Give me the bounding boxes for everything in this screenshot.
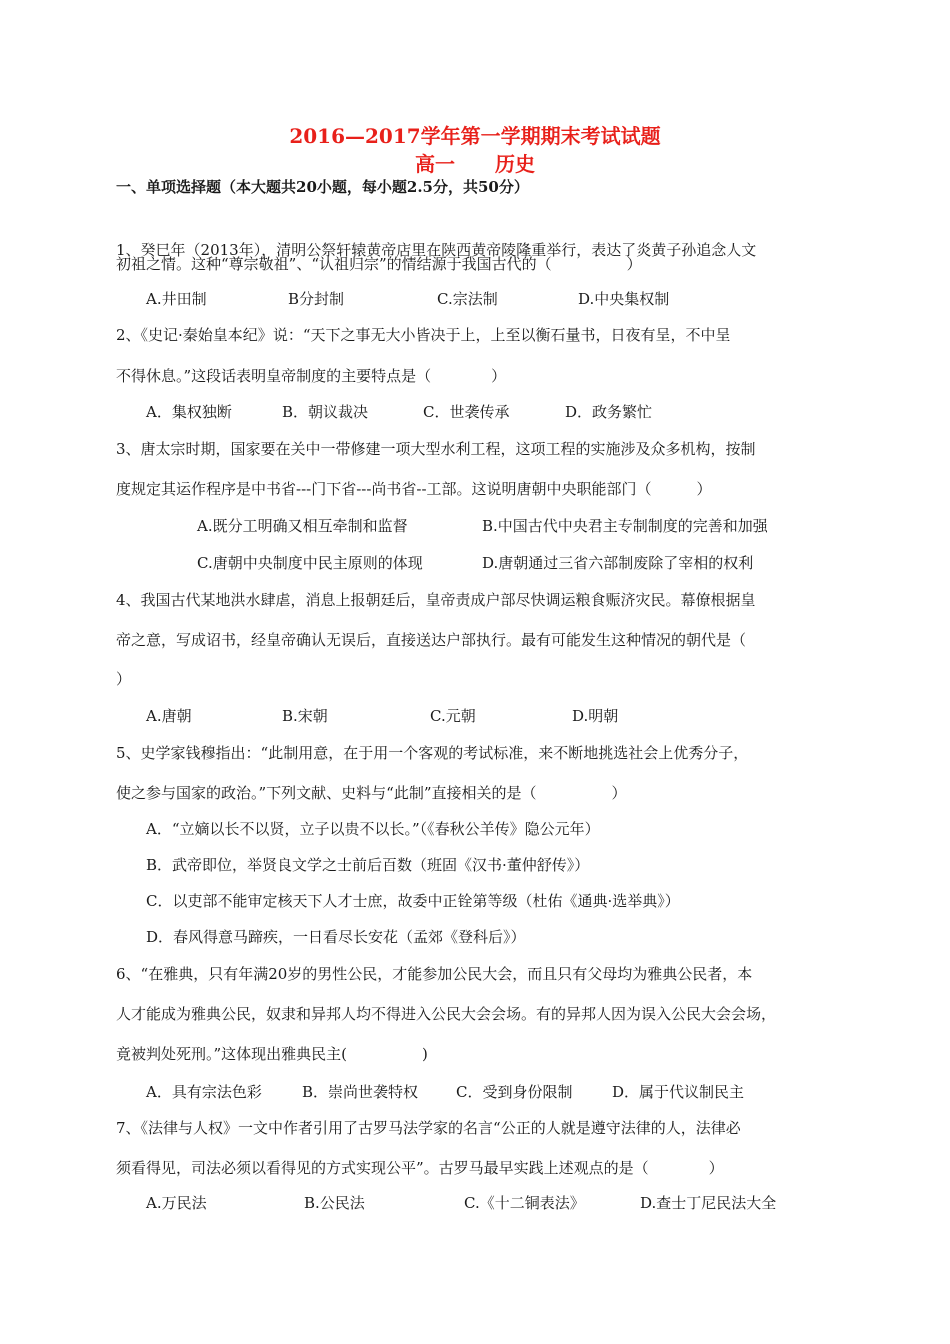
question-6-option-b: B．崇尚世袭特权 <box>302 1083 419 1101</box>
question-6-option-d: D．属于代议制民主 <box>612 1083 745 1101</box>
exam-title: 2016—2017学年第一学期期末考试试题 <box>289 124 661 148</box>
question-5-option-b: B．武帝即位，举贤良文学之士前后百数（班固《汉书·董仲舒传》） <box>146 856 590 874</box>
question-1-option-c: C.宗法制 <box>437 290 498 308</box>
question-6-line-2: 人才能成为雅典公民，奴隶和异邦人均不得进入公民大会会场。有的异邦人因为误入公民大会会场， <box>116 1005 777 1023</box>
question-1-line-2: 初祖之情。这种“尊宗敬祖”、“认祖归宗”的情结源于我国古代的（ ） <box>116 255 642 273</box>
question-5-option-a: A．“立嫡以长不以贤，立子以贵不以长。”（《春秋公羊传》隐公元年） <box>146 820 600 838</box>
question-3-line-1: 3、唐太宗时期，国家要在关中一带修建一项大型水利工程，这项工程的实施涉及众多机构，按制 <box>116 440 756 458</box>
section-heading: 一、单项选择题（本大题共20小题，每小题2.5分，共50分） <box>116 178 529 196</box>
question-3-option-b: B.中国古代中央君主专制制度的完善和加强 <box>482 517 768 535</box>
question-2-option-b: B．朝议裁决 <box>282 403 369 421</box>
question-7-option-b: B.公民法 <box>304 1194 365 1212</box>
question-6-line-3: 竟被判处死刑。”这体现出雅典民主( ) <box>116 1045 428 1063</box>
question-1-option-d: D.中央集权制 <box>578 290 670 308</box>
grade-label: 高一 <box>415 152 455 176</box>
question-3-option-d: D.唐朝通过三省六部制废除了宰相的权利 <box>482 554 754 572</box>
question-3-option-a: A.既分工明确又相互牵制和监督 <box>197 517 408 535</box>
question-2-option-d: D．政务繁忙 <box>565 403 653 421</box>
question-7-line-1: 7、《法律与人权》一文中作者引用了古罗马法学家的名言“公正的人就是遵守法律的人，法律必 <box>116 1119 741 1137</box>
question-7-option-c: C.《十二铜表法》 <box>464 1194 585 1212</box>
subject-label: 历史 <box>495 152 535 176</box>
question-3-option-c: C.唐朝中央制度中民主原则的体现 <box>197 554 423 572</box>
question-5-line-2: 使之参与国家的政治。”下列文献、史料与“此制”直接相关的是（ ） <box>116 784 627 802</box>
question-2-option-c: C．世袭传承 <box>423 403 510 421</box>
question-5-option-d: D．春风得意马蹄疾，一日看尽长安花（孟郊《登科后》） <box>146 928 526 946</box>
question-4-option-c: C.元朝 <box>430 707 476 725</box>
question-6-option-c: C．受到身份限制 <box>456 1083 573 1101</box>
question-4-line-1: 4、我国古代某地洪水肆虐，消息上报朝廷后，皇帝责成户部尽快调运粮食赈济灾民。幕僚根据皇 <box>116 591 756 609</box>
question-2-option-a: A．集权独断 <box>146 403 232 421</box>
question-7-option-d: D.查士丁尼民法大全 <box>640 1194 777 1212</box>
question-3-line-2: 度规定其运作程序是中书省---门下省---尚书省--工部。这说明唐朝中央职能部门（ ） <box>116 480 712 498</box>
question-4-line-3: ） <box>116 670 132 688</box>
question-4-option-a: A.唐朝 <box>146 707 192 725</box>
question-5-option-c: C．以吏部不能审定核天下人才士庶，故委中正铨第等级（杜佑《通典·选举典》） <box>146 892 680 910</box>
question-6-option-a: A．具有宗法色彩 <box>146 1083 262 1101</box>
question-7-option-a: A.万民法 <box>146 1194 207 1212</box>
question-1-line-1: 1、癸巳年（2013年），清明公祭轩辕黄帝店里在陕西黄帝陵隆重举行，表达了炎黄子孙追念人文 <box>116 241 757 259</box>
question-6-line-1: 6、“在雅典，只有年满20岁的男性公民，才能参加公民大会，而且只有父母均为雅典公民者，本 <box>116 965 753 983</box>
question-7-line-2: 须看得见，司法必须以看得见的方式实现公平”。古罗马最早实践上述观点的是（ ） <box>116 1159 724 1177</box>
exam-subtitle <box>0 152 950 176</box>
question-4-option-d: D.明朝 <box>572 707 619 725</box>
question-2-line-1: 2、《史记·秦始皇本纪》说：“天下之事无大小皆决于上，上至以衡石量书，日夜有呈，不中呈 <box>116 326 731 344</box>
question-5-line-1: 5、史学家钱穆指出：“此制用意，在于用一个客观的考试标准，来不断地挑选社会上优秀分子， <box>116 744 749 762</box>
question-1-option-a: A.井田制 <box>146 290 207 308</box>
question-2-line-2: 不得休息。”这段话表明皇帝制度的主要特点是（ ） <box>116 367 507 385</box>
question-1-option-b: B分封制 <box>288 290 345 308</box>
question-4-option-b: B.宋朝 <box>282 707 328 725</box>
question-4-line-2: 帝之意，写成诏书，经皇帝确认无误后，直接送达户部执行。最有可能发生这种情况的朝代是（ <box>116 631 747 649</box>
